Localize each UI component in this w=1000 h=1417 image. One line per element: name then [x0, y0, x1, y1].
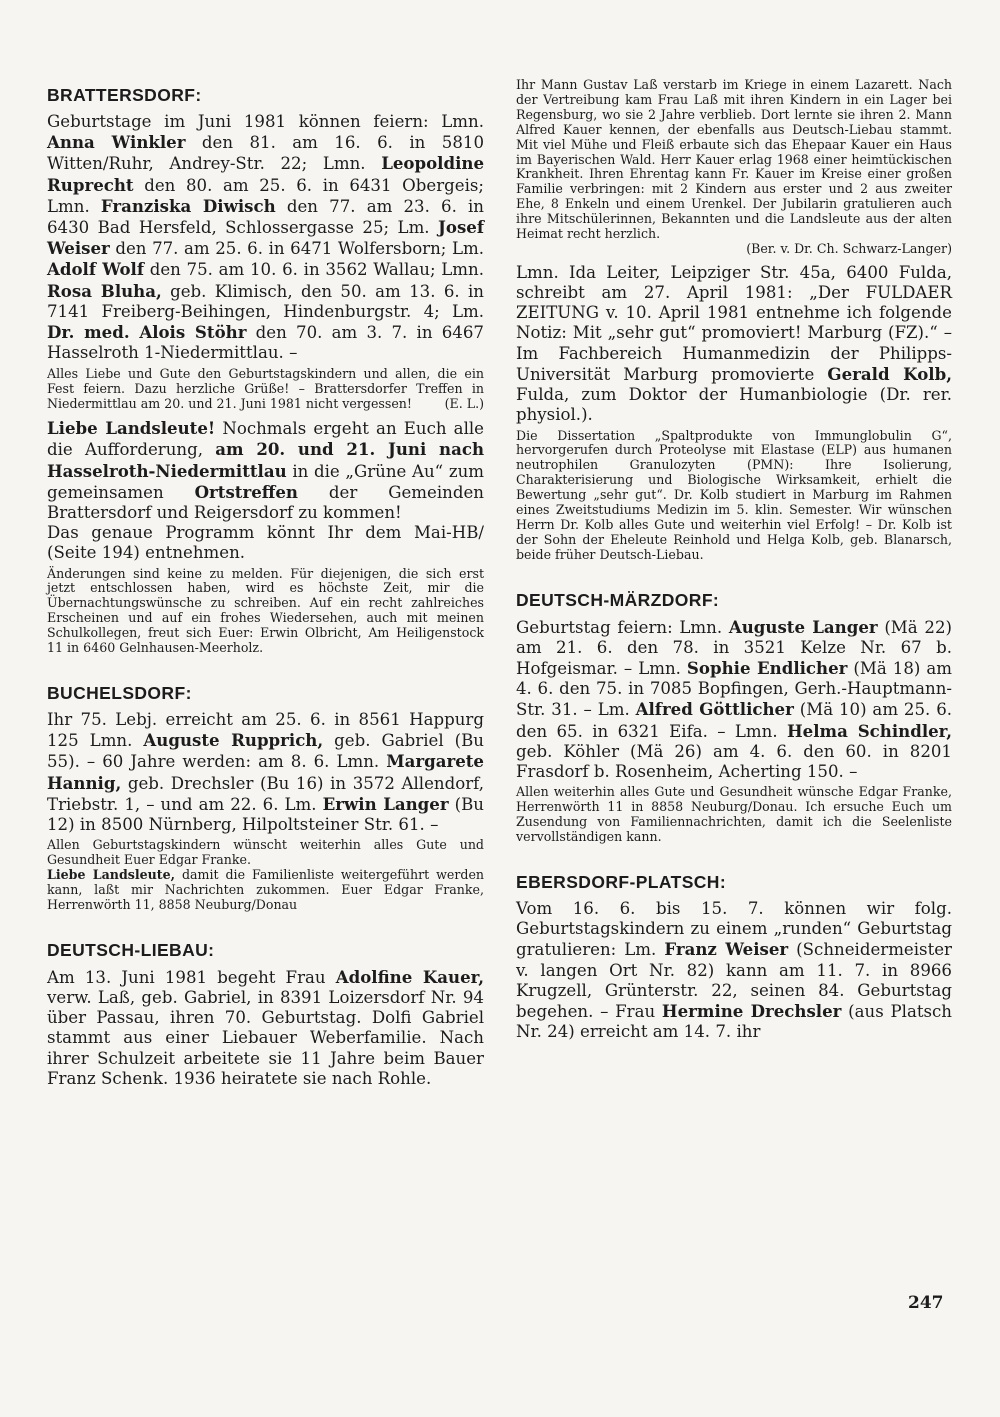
buchelsdorf-greeting: Allen Geburtstagskindern wünscht weiterhin alles Gute und Gesundheit Euer Edgar Franke.	[47, 837, 484, 868]
section-heading-deutsch-maerzdorf: DEUTSCH-MÄRZDORF:	[516, 589, 720, 610]
left-column	[47, 84, 484, 1089]
brattersdorf-signature: (E. L.)	[444, 396, 484, 412]
brattersdorf-greeting: Alles Liebe und Gute den Geburtstagskindern und allen, die ein Fest feiern. Dazu herzliche Grüße! – Brattersdorfer Treffen in Niedermittlau am 20. und 21. Juni 1981 nicht vergessen! (E. L.)	[47, 366, 484, 412]
section-heading-deutsch-liebau: DEUTSCH-LIEBAU:	[47, 939, 215, 960]
ebersdorf-birthdays: Vom 16. 6. bis 15. 7. können wir folg. Geburtstagskindern zu einem „runden“ Geburtstag gratulieren: Lm. Franz Weiser (Schneidermeister v. langen Ort Nr. 82) kann am 11. 7. in 8966 Krugzell, Grünterstr. 22, seinen 84. Geburtstag begehen. – Frau Hermine Drechsler (aus Platsch Nr. 24) erreicht am 14. 7. ihr	[516, 898, 952, 1042]
brattersdorf-notes: Änderungen sind keine zu melden. Für diejenigen, die sich erst jetzt entschlossen haben, wird es höchste Zeit, mir die Übernachtungswünsche zu schreiben. Auf ein recht zahlreiches Erscheinen und auf ein frohes Wiedersehen, auch mit meinen Schulkollegen, freut sich Euer: Erwin Olbricht, Am Heiligenstock 11 in 6460 Gelnhausen-Meerholz.	[47, 565, 484, 656]
deutsch-liebau-signature: (Ber. v. Dr. Ch. Schwarz-Langer)	[746, 240, 952, 256]
right-column	[516, 78, 952, 1042]
page-number: 247	[908, 1293, 944, 1313]
buchelsdorf-request: Liebe Landsleute, damit die Familienliste weitergeführt werden kann, laßt mir Nachrichten zukommen. Euer Edgar Franke, Herrenwörth 11, 8858 Neuburg/Donau	[47, 867, 485, 912]
section-heading-ebersdorf-platsch: EBERSDORF-PLATSCH:	[516, 871, 727, 892]
deutsch-liebau-continuation: Ihr Mann Gustav Laß verstarb im Kriege in einem Lazarett. Nach der Vertreibung kam Frau Laß mit ihren Kindern in ein Lager bei Regensburg, wo sie 2 Jahre verblieb. Dort lernte sie ihren 2. Mann Alfred Kauer kennen, der ebenfalls aus Deutsch-Liebau stammt. Mit viel Mühe und Fleiß erbaute sich das Ehepaar Kauer ein Haus im Bayerischen Wald. Herr Kauer erlag 1968 einer heimtückischen Krankheit. Ihren Ehrentag kann Fr. Kauer im Kreise einer großen Familie verbringen: mit 2 Kindern aus erster und 2 aus zweiter Ehe, 8 Enkeln und einem Urenkel. Der Jubilarin gratulieren auch ihre Mitschülerinnen, Bekannten und die Landsleute aus der alten Heimat recht herzlich.	[516, 77, 952, 242]
kolb-promotion-note: Lmn. Ida Leiter, Leipziger Str. 45a, 6400 Fulda, schreibt am 27. April 1981: „Der FULDAER ZEITUNG v. 10. April 1981 entnehme ich folgende Notiz: Mit „sehr gut“ promoviert! Marburg (FZ).“ – Im Fachbereich Humanmedizin der Philipps-Universität Marburg promovierte Gerald Kolb, Fulda, zum Doktor der Humanbiologie (Dr. rer. physiol.).	[516, 262, 952, 425]
kolb-dissertation: Die Dissertation „Spaltprodukte von Immunglobulin G“, hervorgerufen durch Proteolyse mit Elastase (ELP) aus humanen neutrophilen Granulozyten (PMN): Ihre Isolierung, Charakterisierung und Biologische Wirksamkeit, erhielt die Bewertung „sehr gut“. Dr. Kolb studiert in Marburg im Rahmen eines Zweitstudiums Medizin im 5. klin. Semester. Wir wünschen Herrn Dr. Kolb alles Gute und weiterhin viel Erfolg! – Dr. Kolb ist der Sohn der Eheleute Reinhold und Helga Kolb, geb. Blanarsch, beide früher Deutsch-Liebau.	[516, 427, 952, 562]
deutsch-maerzdorf-greeting: Allen weiterhin alles Gute und Gesundheit wünsche Edgar Franke, Herrenwörth 11 in 8858 Neuburg/Donau. Ich ersuche Euch um Zusendung von Familiennachrichten, damit ich die Seelenliste vervollständigen kann.	[516, 784, 952, 844]
deutsch-liebau-birthday: Am 13. Juni 1981 begeht Frau Adolfine Kauer, verw. Laß, geb. Gabriel, in 8391 Loizersdorf Nr. 94 über Passau, ihren 70. Geburtstag. Dolfi Gabriel stammt aus einer Liebauer Weberfamilie. Nach ihrer Schulzeit arbeitete sie 11 Jahre beim Bauer Franz Schenk. 1936 heiratete sie nach Rohle.	[47, 966, 484, 1088]
brattersdorf-birthdays: Geburtstage im Juni 1981 können feiern: Lmn. Anna Winkler den 81. am 16. 6. in 5810 Witten/Ruhr, Andrey-Str. 22; Lmn. Leopoldine Ruprecht den 80. am 25. 6. in 6431 Obergeis; Lmn. Franziska Diwisch den 77. am 23. 6. in 6430 Bad Hersfeld, Schlossergasse 25; Lm. Josef Weiser den 77. am 25. 6. in 6471 Wolfersborn; Lm. Adolf Wolf den 75. am 10. 6. in 3562 Wallau; Lmn. Rosa Bluha, geb. Klimisch, den 50. am 13. 6. in 7141 Freiberg-Beihingen, Hindenburgstr. 4; Lm. Dr. med. Alois Stöhr den 70. am 3. 7. in 6467 Hasselroth 1-Niedermittlau. –	[47, 112, 484, 363]
buchelsdorf-birthdays: Ihr 75. Lebj. erreicht am 25. 6. in 8561 Happurg 125 Lmn. Auguste Rupprich, geb. Gabriel (Bu 55). – 60 Jahre werden: am 8. 6. Lmn. Margarete Hannig, geb. Drechsler (Bu 16) in 3572 Allendorf, Triebstr. 1, – und am 22. 6. Lm. Erwin Langer (Bu 12) in 8500 Nürnberg, Hilpoltsteiner Str. 61. –	[47, 710, 484, 835]
brattersdorf-meeting-call: Liebe Landsleute! Nochmals ergeht an Euch alle die Aufforderung, am 20. und 21. Juni nach Hasselroth-Niedermittlau in die „Grüne Au“ zum gemeinsamen Ortstreffen der Gemeinden Brattersdorf und Reigersdorf zu kommen!	[47, 418, 485, 522]
section-heading-brattersdorf: BRATTERSDORF:	[47, 85, 202, 105]
deutsch-maerzdorf-birthdays: Geburtstag feiern: Lmn. Auguste Langer (Mä 22) am 21. 6. den 78. in 3521 Kelze Nr. 67 b. Hofgeismar. – Lmn. Sophie Endlicher (Mä 18) am 4. 6. den 75. in 7085 Bopfingen, Gerh.-Hauptmann-Str. 31. – Lm. Alfred Göttlicher (Mä 10) am 25. 6. den 65. in 6321 Eifa. – Lmn. Helma Schindler, geb. Köhler (Mä 26) am 4. 6. den 60. in 8201 Frasdorf b. Rosenheim, Acherting 150. –	[516, 616, 953, 782]
brattersdorf-program: Das genaue Programm könnt Ihr dem Mai-HB/ (Seite 194) entnehmen.	[47, 523, 484, 563]
section-heading-buchelsdorf: BUCHELSDORF:	[47, 683, 192, 704]
